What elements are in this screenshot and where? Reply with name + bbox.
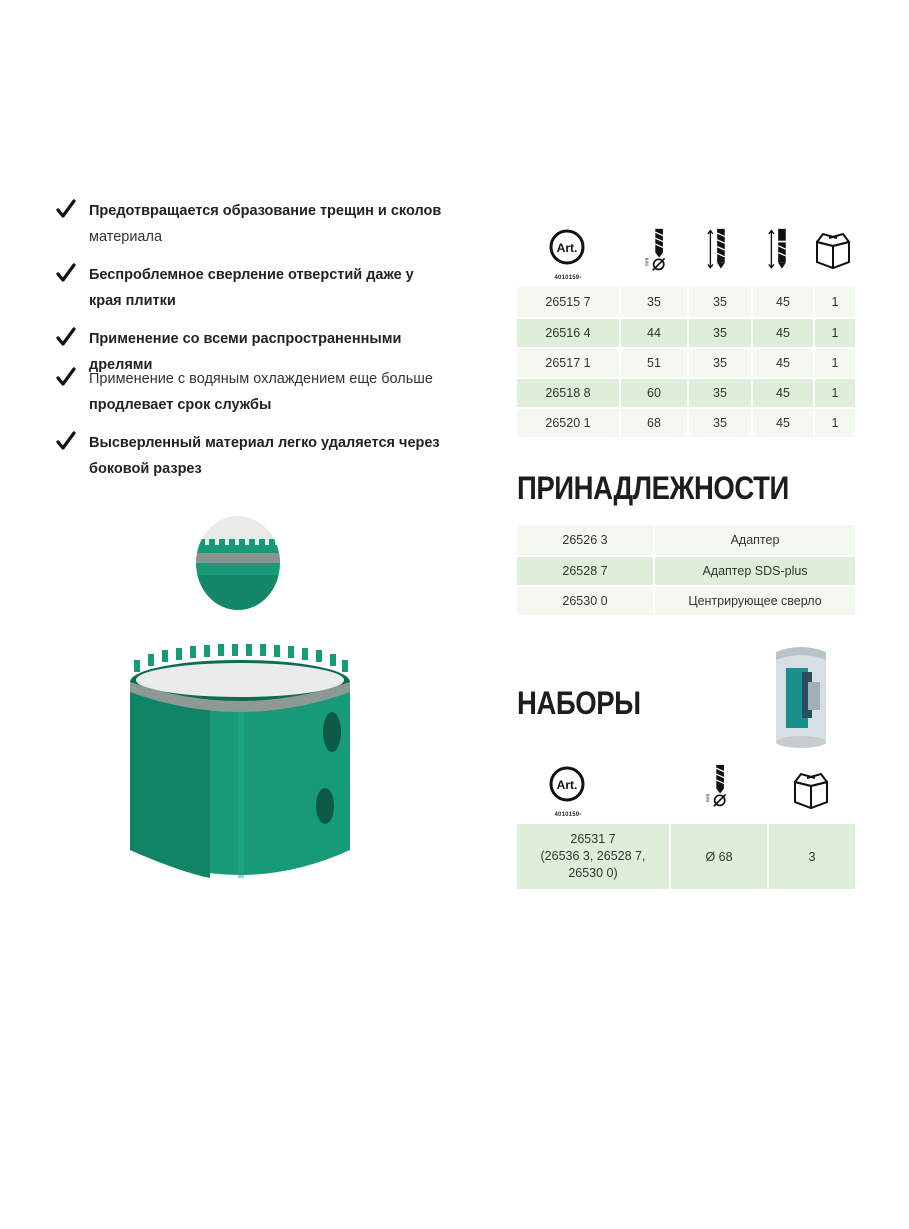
cell-description: Адаптер — [654, 525, 856, 556]
svg-text:Art.: Art. — [556, 241, 578, 255]
cell-article: 26530 0 — [517, 586, 654, 616]
table-row — [517, 348, 856, 378]
check-icon — [55, 326, 77, 348]
cell-article — [517, 824, 670, 890]
cell-description: Центрирующее сверло — [654, 586, 856, 616]
feature-bold: Беспроблемное сверление отверстий даже у края плитки — [89, 267, 414, 309]
package-box-icon — [790, 772, 832, 812]
cell-description: Адаптер SDS-plus — [654, 556, 856, 586]
cell-article: 26517 1 — [517, 348, 620, 378]
check-icon — [55, 262, 77, 284]
drill-specs-table — [517, 287, 857, 439]
cell-article: 26516 4 — [517, 318, 620, 348]
cell-qty: 1 — [814, 348, 856, 378]
accessories-title: ПРИНАДЛЕЖНОСТИ — [517, 470, 789, 506]
svg-text:mm: mm — [644, 257, 651, 267]
svg-text:Art.: Art. — [556, 778, 578, 792]
art-code-text: 4010159- — [554, 275, 582, 281]
cell-working-length: 35 — [688, 348, 752, 378]
cell-diameter: 44 — [620, 318, 688, 348]
cell-diameter: 60 — [620, 378, 688, 408]
table-row — [517, 378, 856, 408]
art-code-text: 4010159- — [554, 812, 582, 818]
cell-diameter: 35 — [620, 287, 688, 318]
diameter-icon — [646, 226, 668, 274]
feature-bold: продлевает срок службы — [89, 397, 272, 413]
article-number-icon — [548, 228, 588, 281]
cell-article: 26515 7 — [517, 287, 620, 318]
cell-total-length: 45 — [752, 408, 814, 438]
cell-article: 26528 7 — [517, 556, 654, 586]
teeth-detail-image — [195, 515, 281, 611]
check-icon — [55, 198, 77, 220]
feature-item-1 — [55, 198, 465, 250]
accessories-table — [517, 525, 857, 617]
check-icon — [55, 430, 77, 452]
table-row — [517, 318, 856, 348]
cell-qty: 3 — [768, 824, 856, 890]
cell-working-length: 35 — [688, 408, 752, 438]
cell-total-length: 45 — [752, 378, 814, 408]
set-components-line: (26536 3, 26528 7, — [540, 849, 646, 863]
cell-working-length: 35 — [688, 287, 752, 318]
cell-total-length: 45 — [752, 287, 814, 318]
working-length-icon — [707, 226, 729, 274]
cell-working-length: 35 — [688, 318, 752, 348]
cell-article: 26520 1 — [517, 408, 620, 438]
table-row — [517, 287, 856, 318]
set-article-line: 26531 7 — [570, 832, 616, 846]
total-length-icon — [768, 226, 790, 274]
cell-total-length: 45 — [752, 318, 814, 348]
table-row — [517, 556, 856, 586]
feature-bold: Высверленный материал легко удаляется через боковой разрез — [89, 435, 440, 477]
cell-diameter: Ø 68 — [670, 824, 768, 890]
cell-total-length: 45 — [752, 348, 814, 378]
diamond-core-drill-image — [120, 640, 360, 890]
cell-qty: 1 — [814, 318, 856, 348]
sets-table — [517, 824, 857, 891]
table-row — [517, 824, 856, 890]
cell-article: 26526 3 — [517, 525, 654, 556]
set-components-line: 26530 0) — [568, 866, 618, 880]
cell-qty: 1 — [814, 408, 856, 438]
set-package-image — [768, 642, 834, 752]
cell-diameter: 68 — [620, 408, 688, 438]
svg-text:mm: mm — [705, 793, 712, 803]
table-row — [517, 525, 856, 556]
cell-diameter: 51 — [620, 348, 688, 378]
sets-title: НАБОРЫ — [517, 685, 641, 721]
feature-item-5 — [55, 430, 450, 482]
feature-item-2 — [55, 262, 450, 314]
feature-regular: Применение с водяным охлаждением еще больше — [89, 371, 433, 387]
check-icon — [55, 366, 77, 388]
feature-regular: материала — [89, 229, 163, 245]
feature-bold: Применение со всеми распространенными дрелями — [89, 331, 402, 373]
feature-bold: Предотвращается образование трещин и сколов — [89, 203, 442, 219]
cell-working-length: 35 — [688, 378, 752, 408]
package-box-icon — [812, 232, 854, 272]
table-row — [517, 408, 856, 438]
diameter-icon — [707, 762, 729, 810]
feature-item-4 — [55, 366, 465, 418]
cell-qty: 1 — [814, 378, 856, 408]
art-badge-icon — [548, 228, 586, 272]
art-badge-icon — [548, 765, 586, 809]
table-row — [517, 586, 856, 616]
cell-qty: 1 — [814, 287, 856, 318]
cell-article: 26518 8 — [517, 378, 620, 408]
article-number-icon — [548, 765, 588, 818]
